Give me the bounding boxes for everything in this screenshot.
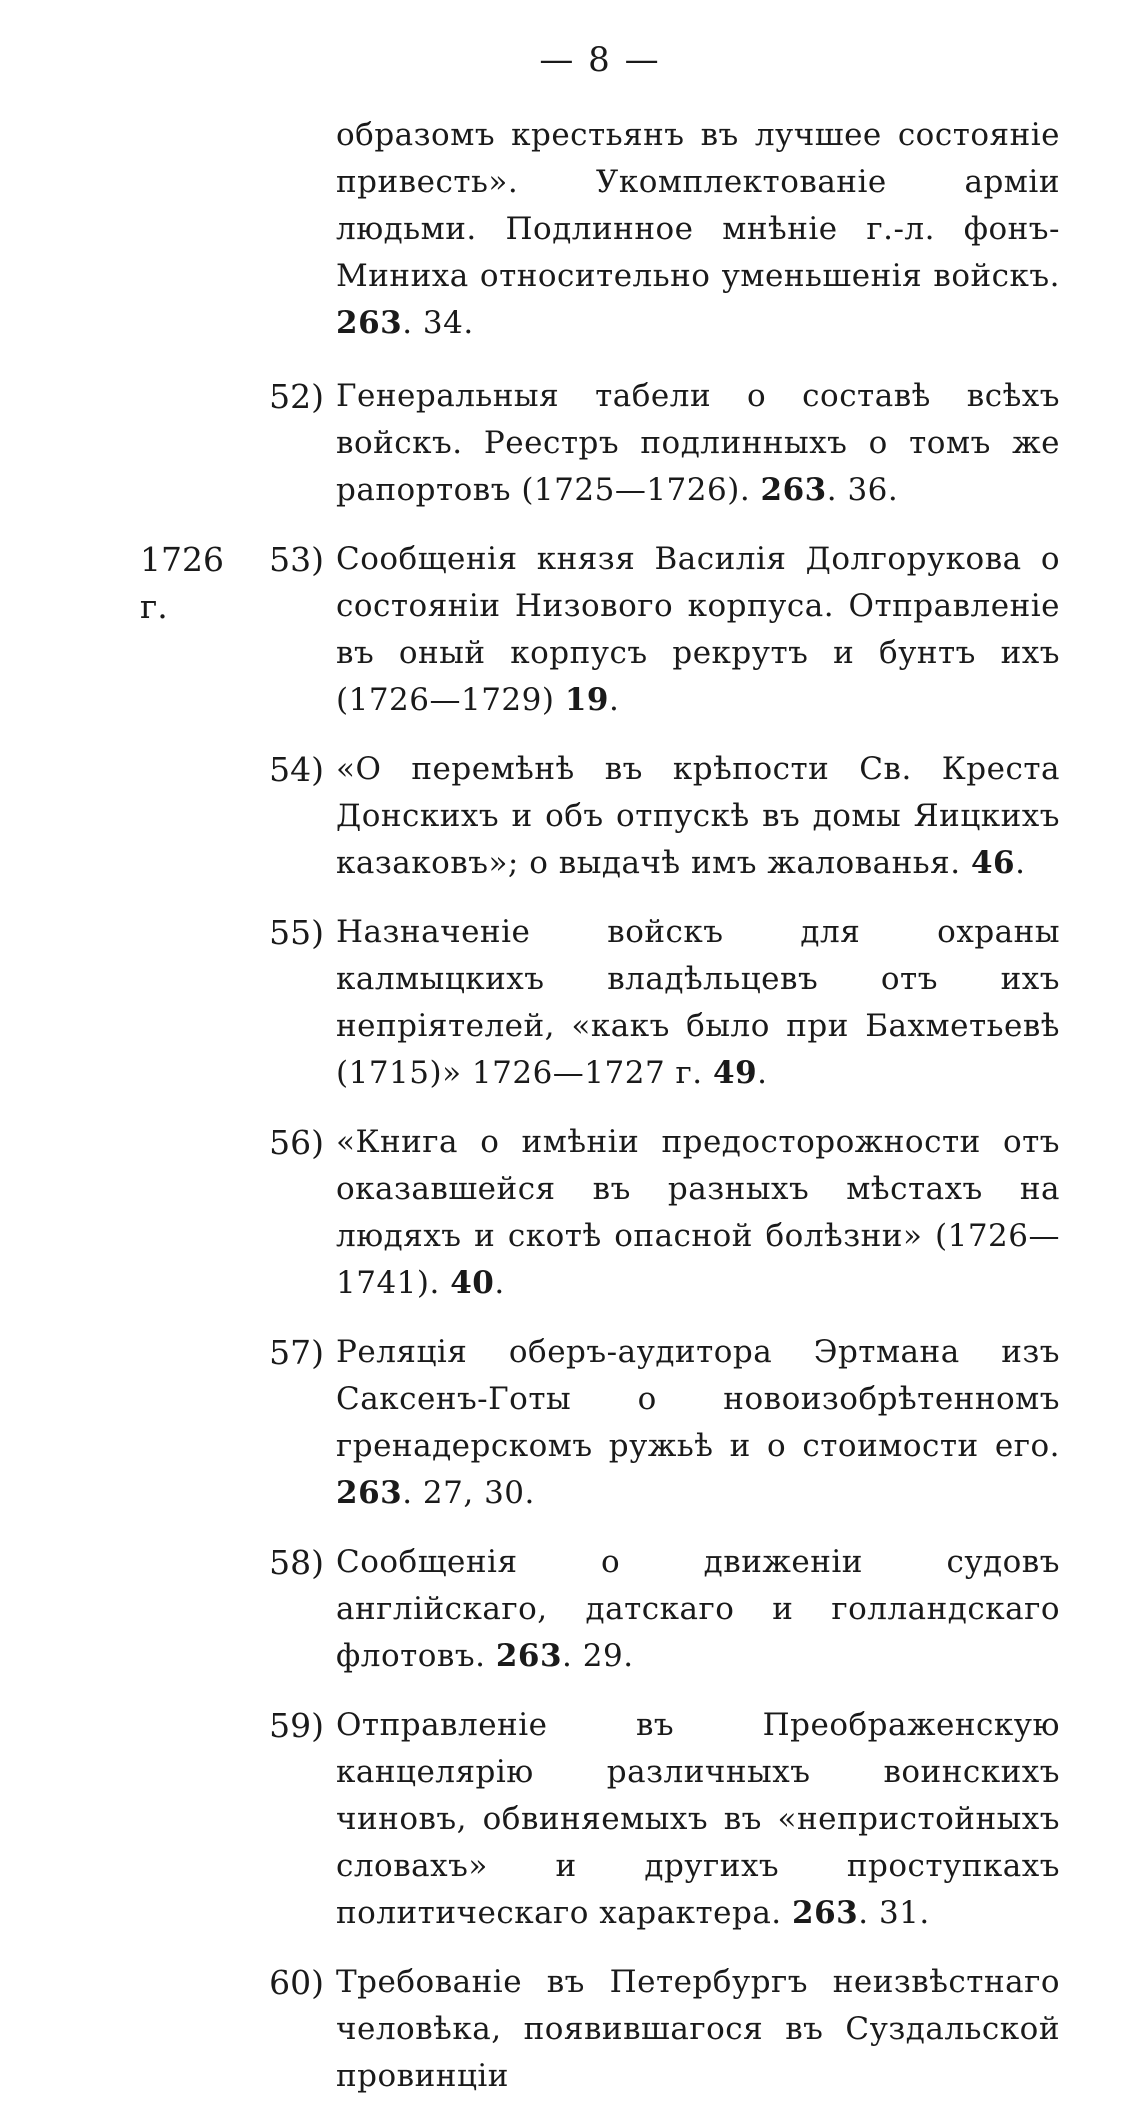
- entry-number: 56): [269, 1123, 324, 1162]
- entry-year: [140, 1959, 254, 2100]
- entry-text: «О перемѣнѣ въ крѣпости Св. Креста Донскихъ и объ отпускѣ въ домы Яицкихъ казаковъ»; о выдачѣ имъ жалованья. 46.: [336, 751, 1060, 881]
- entry-text: Сообщенія князя Василія Долгорукова о состояніи Низового корпуса. Отправленіе въ оный корпусъ рекрутъ и бунтъ ихъ (1726—1729) 19.: [336, 541, 1060, 718]
- list-item-54: [140, 746, 1060, 887]
- list-item-59: [140, 1702, 1060, 1937]
- entry-year: [140, 1329, 254, 1517]
- list-item-60: [140, 1959, 1060, 2100]
- entry-number: 57): [269, 1333, 324, 1372]
- list-item-58: [140, 1539, 1060, 1680]
- entry-text: Генеральныя табели о составѣ всѣхъ войскъ. Реестръ подлинныхъ о томъ же рапортовъ (1725—1726). 263. 36.: [336, 378, 1060, 508]
- archive-ref: 263: [760, 472, 827, 508]
- entry-year: [140, 746, 254, 887]
- entry-text: Сообщенія о движеніи судовъ англійскаго, датскаго и голландскаго флотовъ. 263. 29.: [336, 1544, 1060, 1674]
- archive-ref: 263: [495, 1638, 563, 1674]
- entry-number: 60): [269, 1963, 324, 2002]
- list-item-55: [140, 909, 1060, 1097]
- list-item-56: [140, 1119, 1060, 1307]
- archive-ref: 40: [450, 1265, 495, 1301]
- entry-year: [140, 1119, 254, 1307]
- entries-list: [140, 112, 1060, 2122]
- entry-year: [140, 373, 254, 514]
- entry-text: Отправленіе въ Преображенскую канцелярію различныхъ воинскихъ чиновъ, обвиняемыхъ въ «непристойныхъ словахъ» и другихъ проступкахъ политическаго характера. 263. 31.: [336, 1707, 1060, 1931]
- entry-year: [140, 1539, 254, 1680]
- entry-text: образомъ крестьянъ въ лучшее состояніе привесть». Укомплектованіе арміи людьми. Подлинное мнѣніе г.-л. фонъ-Миниха относительно уменьшенія войскъ. 263. 34.: [336, 117, 1060, 341]
- archive-ref: 19: [564, 682, 609, 718]
- entry-number: 54): [269, 750, 324, 789]
- entry-number: 58): [269, 1543, 324, 1582]
- list-item-53: [140, 536, 1060, 724]
- entry-number: 53): [269, 540, 324, 579]
- list-item-52: [140, 373, 1060, 514]
- entry-text: Реляція оберъ-аудитора Эртмана изъ Саксенъ-Готы о новоизобрѣтенномъ гренадерскомъ ружьѣ и о стоимости его. 263. 27, 30.: [336, 1334, 1060, 1511]
- entry-number: 55): [269, 913, 324, 952]
- entry-text: Назначеніе войскъ для охраны калмыцкихъ владѣльцевъ отъ ихъ непріятелей, «какъ было при Бахметьевѣ (1715)» 1726—1727 г. 49.: [336, 914, 1060, 1091]
- entry-text: «Книга о имѣніи предосторожности отъ оказавшейся въ разныхъ мѣстахъ на людяхъ и скотѣ опасной болѣзни» (1726—1741). 40.: [336, 1124, 1060, 1301]
- archive-ref: 46: [970, 845, 1016, 881]
- archive-ref: 263: [792, 1895, 859, 1931]
- archive-ref: 49: [713, 1055, 758, 1091]
- page-number: — 8 —: [539, 40, 661, 80]
- entry-year: [140, 909, 254, 1097]
- entry-year: 1726 г.: [140, 540, 224, 626]
- list-item-57: [140, 1329, 1060, 1517]
- entry-text: Требованіе въ Петербургъ неизвѣстнаго человѣка, появившагося въ Суздальской провинціи: [336, 1964, 1060, 2094]
- list-item-continuation: [140, 112, 1060, 347]
- archive-ref: 263: [336, 1475, 403, 1511]
- entry-number: 59): [269, 1706, 324, 1745]
- archive-ref: 263: [336, 305, 403, 341]
- entry-number: 52): [269, 377, 324, 416]
- entry-year: [140, 1702, 254, 1937]
